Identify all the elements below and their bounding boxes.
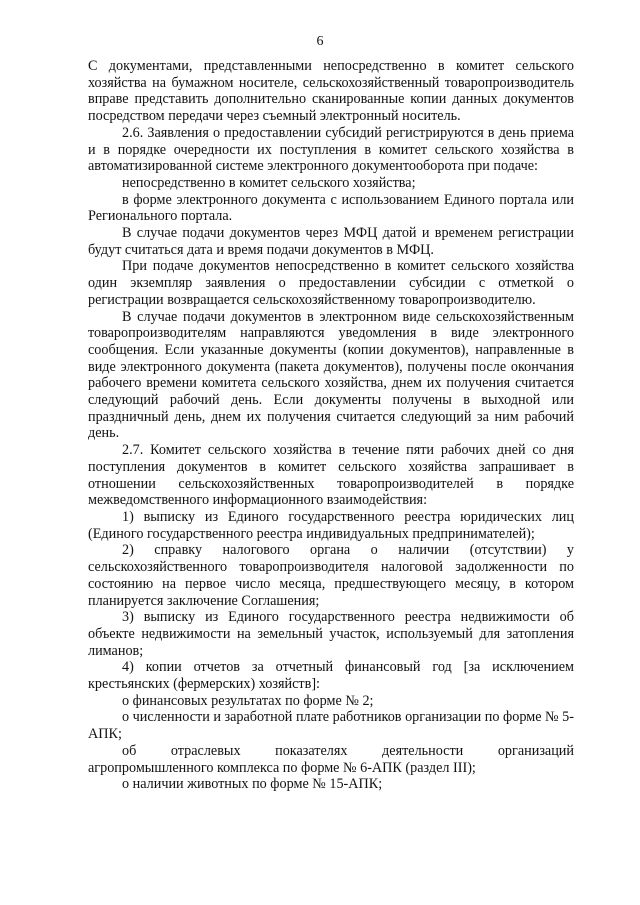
document-body: [88, 58, 574, 793]
paragraph: в форме электронного документа с использованием Единого портала или Регионального портала.: [88, 191, 574, 225]
paragraph: 2.7. Комитет сельского хозяйства в течение пяти рабочих дней со дня поступления документов в комитет сельского хозяйства запрашивает в отношении сельскохозяйственных товаропроизводителей в порядке межведомственного информационного взаимодействия:: [88, 442, 574, 509]
list-item: 4) копии отчетов за отчетный финансовый год [за исключением крестьянских (фермерских) хозяйств]:: [88, 659, 574, 693]
list-subitem: о численности и заработной плате работников организации по форме № 5-АПК;: [88, 709, 574, 743]
list-subitem: о наличии животных по форме № 15-АПК;: [122, 776, 383, 793]
paragraph: При подаче документов непосредственно в комитет сельского хозяйства один экземпляр заявления о предоставлении субсидии с отметкой о регистрации возвращается сельскохозяйственному товаропроизводителю.: [88, 258, 574, 308]
paragraph: 2.6. Заявления о предоставлении субсидий регистрируются в день приема и в порядке очередности их поступления в комитет сельского хозяйства в автоматизированной системе электронного документооборота при подаче:: [88, 124, 574, 175]
paragraph: С документами, представленными непосредственно в комитет сельского хозяйства на бумажном носителе, сельскохозяйственный товаропроизводитель вправе представить дополнительно сканированные копии данных документов посредством передачи через съемный электронный носитель.: [88, 58, 574, 125]
list-item: 3) выписку из Единого государственного реестра недвижимости об объекте недвижимости на земельный участок, используемый для затопления лиманов;: [88, 609, 574, 659]
paragraph: В случае подачи документов через МФЦ датой и временем регистрации будут считаться дата и время подачи документов в МФЦ.: [88, 225, 574, 258]
list-subitem: об отраслевых показателях деятельности организаций агропромышленного комплекса по форме № 6-АПК (раздел III);: [88, 742, 574, 776]
paragraph: В случае подачи документов в электронном виде сельскохозяйственным товаропроизводителям направляются уведомления в виде электронного сообщения. Если указанные документы (копии документов), направленные в виде электронного документа (пакета документов), получены после окончания рабочего времени комитета сельского хозяйства, днем их получения считается следующий рабочий день. Если документы получены в выходной или праздничный день, днем их получения считается следующий за ним рабочий день.: [88, 308, 574, 442]
list-item: 2) справку налогового органа о наличии (отсутствии) у сельскохозяйственного товаропроизводителя налоговой задолженности по состоянию на первое число месяца, предшествующего месяцу, в котором планируется заключение Соглашения;: [88, 542, 574, 609]
paragraph: непосредственно в комитет сельского хозяйства;: [122, 174, 416, 191]
page-number: 6: [316, 34, 324, 49]
list-subitem: о финансовых результатах по форме № 2;: [122, 692, 374, 709]
list-item: 1) выписку из Единого государственного реестра юридических лиц (Единого государственного реестра индивидуальных предпринимателей);: [88, 508, 574, 542]
